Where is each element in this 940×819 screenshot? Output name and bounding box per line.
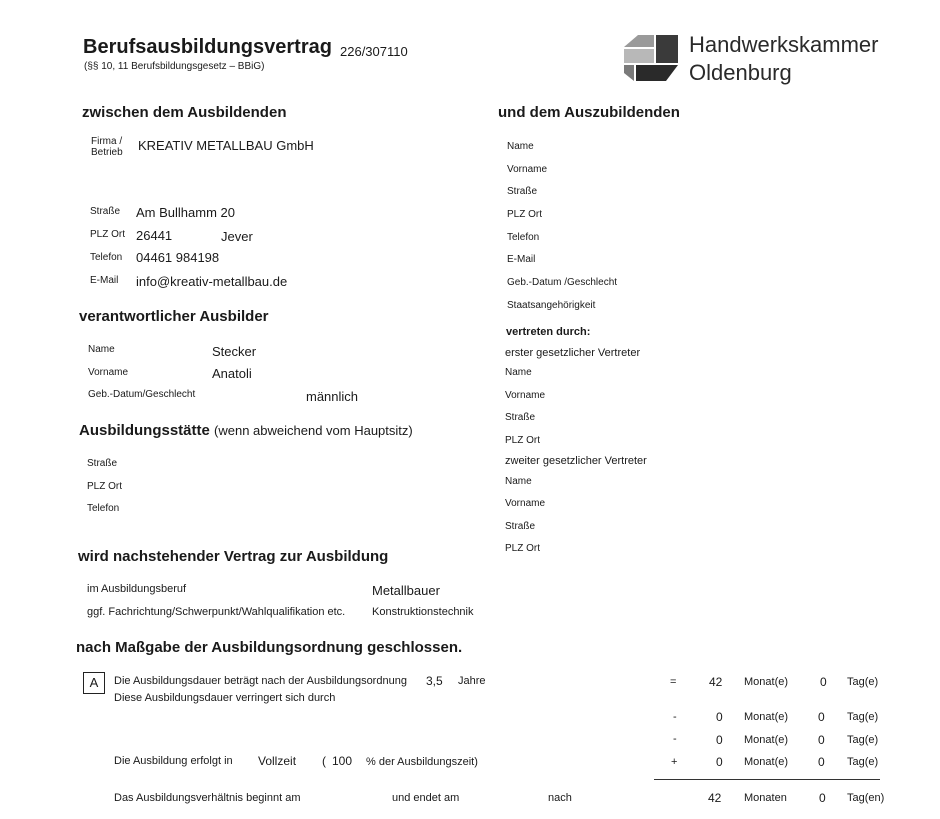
vertreten-label: vertreten durch: bbox=[506, 326, 591, 338]
org-name-line2: Oldenburg bbox=[689, 60, 792, 85]
row3-months-label: Monat(e) bbox=[744, 734, 789, 746]
staette-heading-note: (wenn abweichend vom Hauptsitz) bbox=[214, 423, 413, 438]
row4-days: 0 bbox=[818, 755, 825, 769]
dauer-years-value: 3,5 bbox=[426, 674, 443, 688]
staette-telefon-label: Telefon bbox=[87, 503, 120, 514]
row3-days: 0 bbox=[818, 733, 825, 747]
form-label: Die Ausbildung erfolgt in bbox=[114, 755, 233, 767]
row2-sign: - bbox=[673, 711, 677, 723]
total-days: 0 bbox=[819, 791, 826, 805]
plz-value: 26441 bbox=[136, 228, 173, 243]
vertrag-heading: wird nachstehender Vertrag zur Ausbildung bbox=[78, 548, 389, 565]
chamber-logo-icon bbox=[622, 33, 680, 83]
dauer-line1: Die Ausbildungsdauer beträgt nach der Ausbildungsordnung bbox=[114, 675, 407, 687]
plzort-label: PLZ Ort bbox=[90, 229, 126, 240]
firma-value: KREATIV METALLBAU GmbH bbox=[138, 138, 314, 153]
azubi-vorname-label: Vorname bbox=[507, 164, 548, 175]
ausbilder-geb-value: männlich bbox=[306, 389, 359, 404]
percent-paren: ( bbox=[322, 754, 326, 768]
closing-heading: nach Maßgabe der Ausbildungsordnung geschlossen. bbox=[76, 639, 463, 656]
vertreter1-vorname-label: Vorname bbox=[505, 390, 546, 401]
vertreter1-plzort-label: PLZ Ort bbox=[505, 435, 541, 446]
row2-months: 0 bbox=[716, 710, 723, 724]
azubi-telefon-label: Telefon bbox=[507, 232, 540, 243]
document-title: Berufsausbildungsvertrag bbox=[83, 36, 332, 58]
org-name-line1: Handwerkskammer bbox=[689, 32, 879, 57]
ausbilder-vorname-label: Vorname bbox=[88, 367, 129, 378]
vertreter1-name-label: Name bbox=[505, 367, 532, 378]
staette-heading-text: Ausbildungsstätte bbox=[79, 422, 210, 439]
ausbilder-geb-label: Geb.-Datum/Geschlecht bbox=[88, 389, 196, 400]
vertreter2-plzort-label: PLZ Ort bbox=[505, 543, 541, 554]
vertreter2-name-label: Name bbox=[505, 476, 532, 487]
vertreter1-heading: erster gesetzlicher Vertreter bbox=[505, 347, 641, 359]
firma-label-1: Firma / bbox=[91, 136, 123, 147]
telefon-value: 04461 984198 bbox=[136, 250, 220, 265]
vertreter1-strasse-label: Straße bbox=[505, 412, 536, 423]
total-months-label: Monaten bbox=[744, 792, 787, 804]
row2-days: 0 bbox=[818, 710, 825, 724]
ausbildender-heading: zwischen dem Ausbildenden bbox=[82, 104, 287, 121]
vertreter2-heading: zweiter gesetzlicher Vertreter bbox=[505, 455, 647, 467]
document-number: 226/307110 bbox=[340, 44, 408, 59]
row2-days-label: Tag(e) bbox=[847, 711, 879, 723]
azubi-staat-label: Staatsangehörigkeit bbox=[507, 300, 596, 311]
ausbilder-vorname-value: Anatoli bbox=[212, 366, 252, 381]
vertreter2-vorname-label: Vorname bbox=[505, 498, 546, 509]
end-label: und endet am bbox=[392, 792, 460, 804]
row4-months-label: Monat(e) bbox=[744, 756, 789, 768]
ort-value: Jever bbox=[221, 229, 253, 244]
total-months: 42 bbox=[708, 791, 722, 805]
row4-months: 0 bbox=[716, 755, 723, 769]
percent-label: % der Ausbildungszeit) bbox=[366, 756, 478, 768]
document-subtitle: (§§ 10, 11 Berufsbildungsgesetz – BBiG) bbox=[84, 61, 265, 72]
azubi-geb-label: Geb.-Datum /Geschlecht bbox=[507, 277, 618, 288]
row3-sign: - bbox=[673, 733, 677, 745]
azubi-strasse-label: Straße bbox=[507, 186, 538, 197]
firma-label-2: Betrieb bbox=[91, 147, 123, 158]
section-a-box: A bbox=[83, 672, 105, 694]
dauer-years-unit: Jahre bbox=[458, 675, 486, 687]
begin-label: Das Ausbildungsverhältnis beginnt am bbox=[114, 792, 301, 804]
email-value: info@kreativ-metallbau.de bbox=[136, 274, 288, 289]
strasse-value: Am Bullhamm 20 bbox=[136, 205, 235, 220]
fachrichtung-label: ggf. Fachrichtung/Schwerpunkt/Wahlqualifikation etc. bbox=[87, 606, 346, 618]
row3-days-label: Tag(e) bbox=[847, 734, 879, 746]
strasse-label: Straße bbox=[90, 206, 121, 217]
beruf-label: im Ausbildungsberuf bbox=[87, 583, 187, 595]
azubi-name-label: Name bbox=[507, 141, 534, 152]
nach-label: nach bbox=[548, 792, 572, 804]
dauer-line2: Diese Ausbildungsdauer verringert sich durch bbox=[114, 692, 336, 704]
staette-strasse-label: Straße bbox=[87, 458, 118, 469]
azubi-email-label: E-Mail bbox=[507, 254, 536, 265]
row1-months: 42 bbox=[709, 675, 723, 689]
row4-sign: + bbox=[671, 756, 678, 768]
row1-sign: = bbox=[670, 676, 677, 688]
row1-months-label: Monat(e) bbox=[744, 676, 789, 688]
row1-days: 0 bbox=[820, 675, 827, 689]
fachrichtung-value: Konstruktionstechnik bbox=[372, 606, 474, 618]
form-value: Vollzeit bbox=[258, 754, 297, 768]
ausbilder-name-value: Stecker bbox=[212, 344, 257, 359]
percent-value: 100 bbox=[332, 754, 353, 768]
staette-plzort-label: PLZ Ort bbox=[87, 481, 123, 492]
staette-heading bbox=[79, 422, 413, 439]
vertreter2-strasse-label: Straße bbox=[505, 521, 536, 532]
row3-months: 0 bbox=[716, 733, 723, 747]
total-days-label: Tag(en) bbox=[847, 792, 885, 804]
ausbilder-name-label: Name bbox=[88, 344, 115, 355]
azubi-heading: und dem Auszubildenden bbox=[498, 104, 680, 121]
row1-days-label: Tag(e) bbox=[847, 676, 879, 688]
row4-days-label: Tag(e) bbox=[847, 756, 879, 768]
telefon-label: Telefon bbox=[90, 252, 123, 263]
beruf-value: Metallbauer bbox=[372, 583, 440, 598]
ausbilder-heading: verantwortlicher Ausbilder bbox=[79, 308, 269, 325]
sum-rule bbox=[654, 779, 880, 780]
azubi-plzort-label: PLZ Ort bbox=[507, 209, 543, 220]
email-label: E-Mail bbox=[90, 275, 119, 286]
row2-months-label: Monat(e) bbox=[744, 711, 789, 723]
